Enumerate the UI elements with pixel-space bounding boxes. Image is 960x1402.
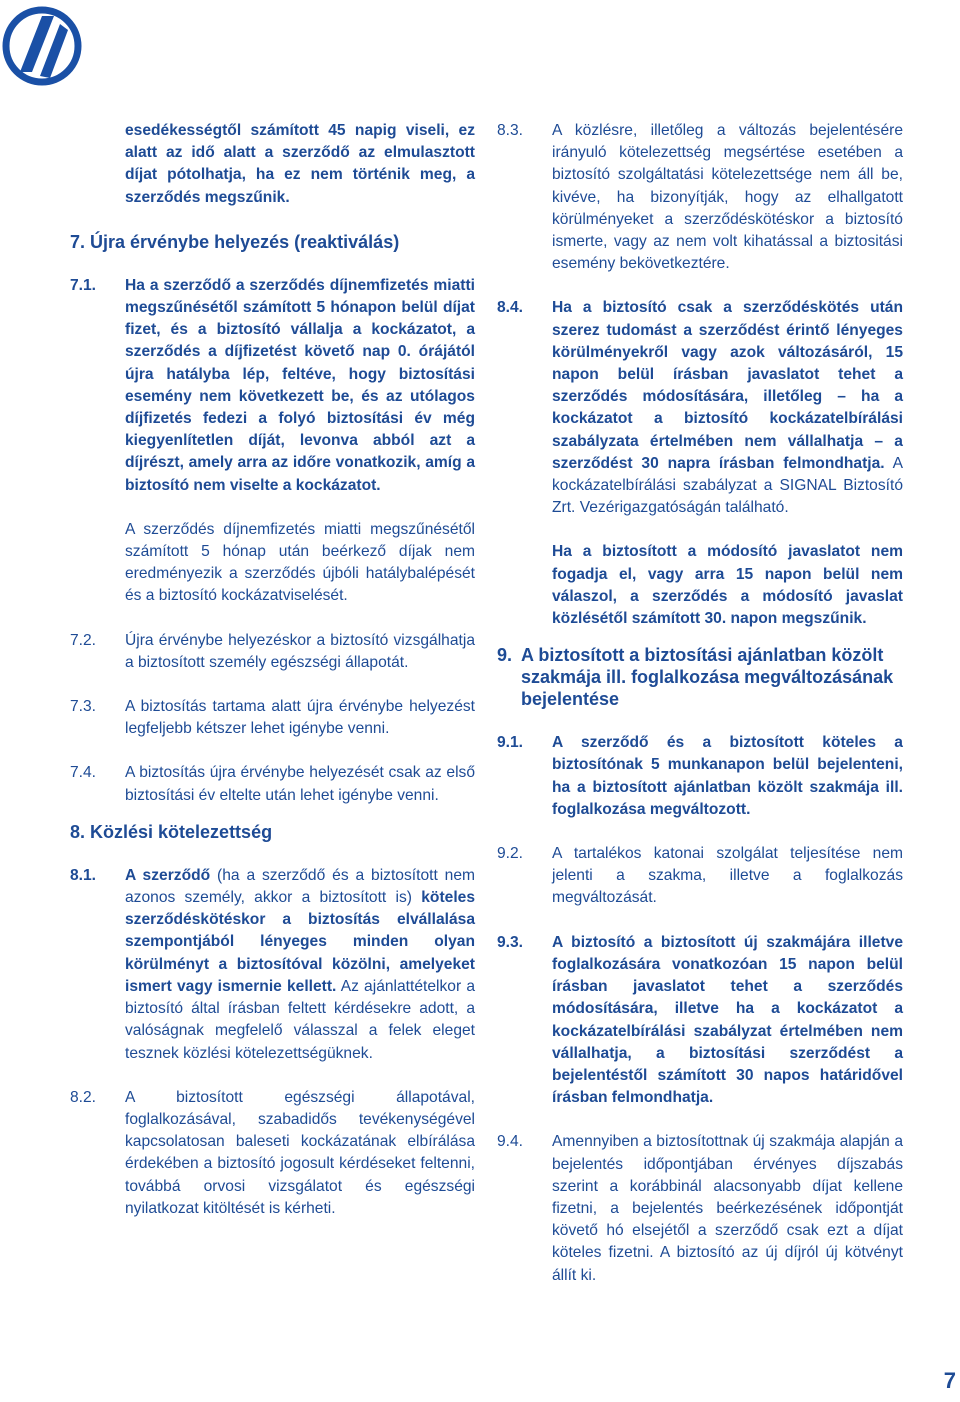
section-text: Újra érvénybe helyezéskor a biztosító vizsgálhatja a biztosított személy egészségi állapotát. — [125, 631, 475, 671]
intro-paragraph: esedékességtől számított 45 napig viseli, ez alatt az idő alatt a szerződő az elmulasztott díjat pótolhatja, ha ez nem történik meg, a szerződés megszűnik. — [125, 122, 475, 206]
section-8-heading: 8. Közlési kötelezettség — [70, 821, 273, 842]
section-9-2 — [497, 843, 903, 910]
section-number: 8.3. — [497, 122, 524, 139]
section-7-1 — [70, 275, 475, 497]
section-number: 9.2. — [497, 845, 524, 863]
section-8-4-paragraph: Ha a biztosított a módosító javaslatot nem fogadja el, vagy arra 15 napon belül nem válaszol, a szerződés a módosító javaslat közlésétől számított 30. napon megszűnik. — [552, 543, 903, 628]
section-7-1-paragraph: A szerződés díjnemfizetés miatti megszűnésétől számított 5 hónap után beérkező díjak nem eredményezik a szerződés újbóli hatálybalépését és a biztosító kockázatviselését. — [125, 520, 475, 605]
section-text: A biztosító a biztosított új szakmájára illetve foglalkozására vonatkozóan 15 napon belül írásban javaslatot tehet a szerződés módosítására, illetve ha a kockázatot a kockázatelbírálási szabályzat értelmében nem vállalhatja, a biztosítási szerződést a bejelentéstől számított 30 napos határidővel írásban felmondhatja. — [552, 933, 903, 1107]
section-text — [125, 865, 475, 1065]
section-7-3 — [70, 696, 475, 740]
page-number: 7 — [943, 1368, 956, 1393]
section-number: 8.1. — [70, 866, 97, 884]
section-8-1-lead: A szerződő — [125, 866, 211, 884]
section-9-3 — [497, 932, 903, 1110]
section-8-4 — [497, 297, 903, 519]
section-number: 8.2. — [70, 1088, 97, 1106]
section-8-1-note: Az ajánlattételkor a biztosító által írásban feltett kérdésekre adott, a valóságnak megfelelő válasszal a felek eleget tesznek közlési kötelezettségüknek. — [125, 977, 475, 1062]
right-column — [497, 120, 903, 1287]
section-number: 9.3. — [497, 933, 524, 951]
section-7-2 — [70, 630, 475, 674]
section-text — [552, 297, 903, 519]
section-number: 8.4. — [497, 299, 524, 317]
section-number: 7.2. — [70, 631, 97, 649]
heading-text: A biztosított a biztosítási ajánlatban közölt szakmája ill. foglalkozása megváltozásának bejelentése — [521, 645, 894, 710]
section-text: A biztosított egészségi állapotával, foglalkozásával, szabadidős tevékenységével kapcsolatosan baleseti kockázatának elbírálása érdekében a biztosító jogosult kérdéseket feltenni, továbbá orvosi vizsgálatot és egészségi nyilatkozat kitöltését is kérheti. — [125, 1088, 475, 1217]
section-8-1 — [70, 865, 475, 1065]
section-7-4 — [70, 762, 475, 806]
section-8-3 — [497, 120, 903, 275]
section-8-4-normal: A kockázatelbírálási szabályzat a SIGNAL Biztosító Zrt. Vezérigazgatóságán található. — [552, 454, 903, 517]
section-text: A közlésre, illetőleg a változás bejelentésére irányuló kötelezettség megsértése esetében a biztosító szolgáltatási kötelezettsége nem áll be, kivéve, ha bizonyítják, hogy az elhallgatott körülményeket a szerződéskötéskor a biztosító ismerte, vagy az nem volt kihatással a biztositási esemény bekövetkeztére. — [552, 122, 903, 273]
section-9-heading — [497, 644, 903, 710]
section-number: 7.1. — [70, 276, 97, 294]
section-8-4-bold: Ha a biztosító csak a szerződéskötés után szerez tudomást a szerződést érintő lényeges körülményekről vagy azok változásáról, 15 napon belül írásban javaslatot tehet a szerződés módosítására, illetőleg – ha a kockázatot a biztosító kockázatelbírálási szabályzata értelmében nem vállalhatja – a szerződést 30 napra írásban felmondhatja. — [552, 299, 903, 472]
left-column — [70, 120, 475, 1220]
section-7-heading: 7. Újra érvénybe helyezés (reaktiválás) — [70, 231, 400, 252]
section-number: 7.4. — [70, 764, 97, 782]
section-text: A biztosítás tartama alatt újra érvénybe helyezést legfeljebb kétszer lehet igénybe venni. — [125, 698, 475, 738]
signal-logo-icon — [2, 2, 82, 88]
section-9-4 — [497, 1131, 903, 1286]
section-8-2 — [70, 1087, 475, 1220]
section-text: Amennyiben a biztosítottnak új szakmája alapján a bejelentés időpontjában érvényes díjszabás szerint a korábbinál alacsonyabb díjat kellene fizetni, a bejelentés beérkezésének időpontját követő hó elsejétől a szerződő csak ezt a díjat köteles fizetni. A biztosító az új díjról új kötvényt állít ki. — [552, 1133, 903, 1284]
section-text: Ha a szerződő a szerződés díjnemfizetés miatti megszűnésétől számított 5 hónapon belül díjat fizet, és a biztosító vállalja a kockázatot, a szerződés a díjfizetést követő nap 0. órájától újra hatályba lép, feltéve, hogy biztosítási esemény nem következett be, és az utólagos díjfizetés fedezi a folyó biztosítási év még kiegyenlítetlen díját, levonva abból azt a díjrészt, amely arra az időre vonatkozik, amíg a biztosító nem viselte a kockázatot. — [125, 276, 475, 494]
section-text: A biztosítás újra érvénybe helyezését csak az első biztosítási év eltelte után lehet igénybe venni. — [125, 764, 475, 804]
section-9-1 — [497, 732, 903, 821]
section-number: 7.3. — [70, 698, 97, 716]
section-text: A tartalékos katonai szolgálat teljesítése nem jelenti a szakma, illetve a foglalkozás megváltozását. — [552, 845, 903, 907]
section-8-1-parenthetical: (ha a szerződő és a biztosított nem azonos személy, akkor a biztosított is) — [125, 866, 475, 907]
heading-number: 9. — [497, 645, 513, 666]
section-8-1-obligation: köteles szerződéskötéskor a biztosítás elvállalása szempontjából lényeges minden olyan körülményt a biztosítóval közölni, amelyeket ismert vagy ismernie kellett. — [125, 889, 475, 995]
section-number: 9.4. — [497, 1133, 524, 1151]
section-text: A szerződő és a biztosított köteles a biztosítónak 5 munkanapon belül bejelenteni, ha a biztosított ajánlatban közölt szakmája ill. foglalkozása megváltozott. — [552, 734, 903, 818]
section-number: 9.1. — [497, 734, 524, 752]
